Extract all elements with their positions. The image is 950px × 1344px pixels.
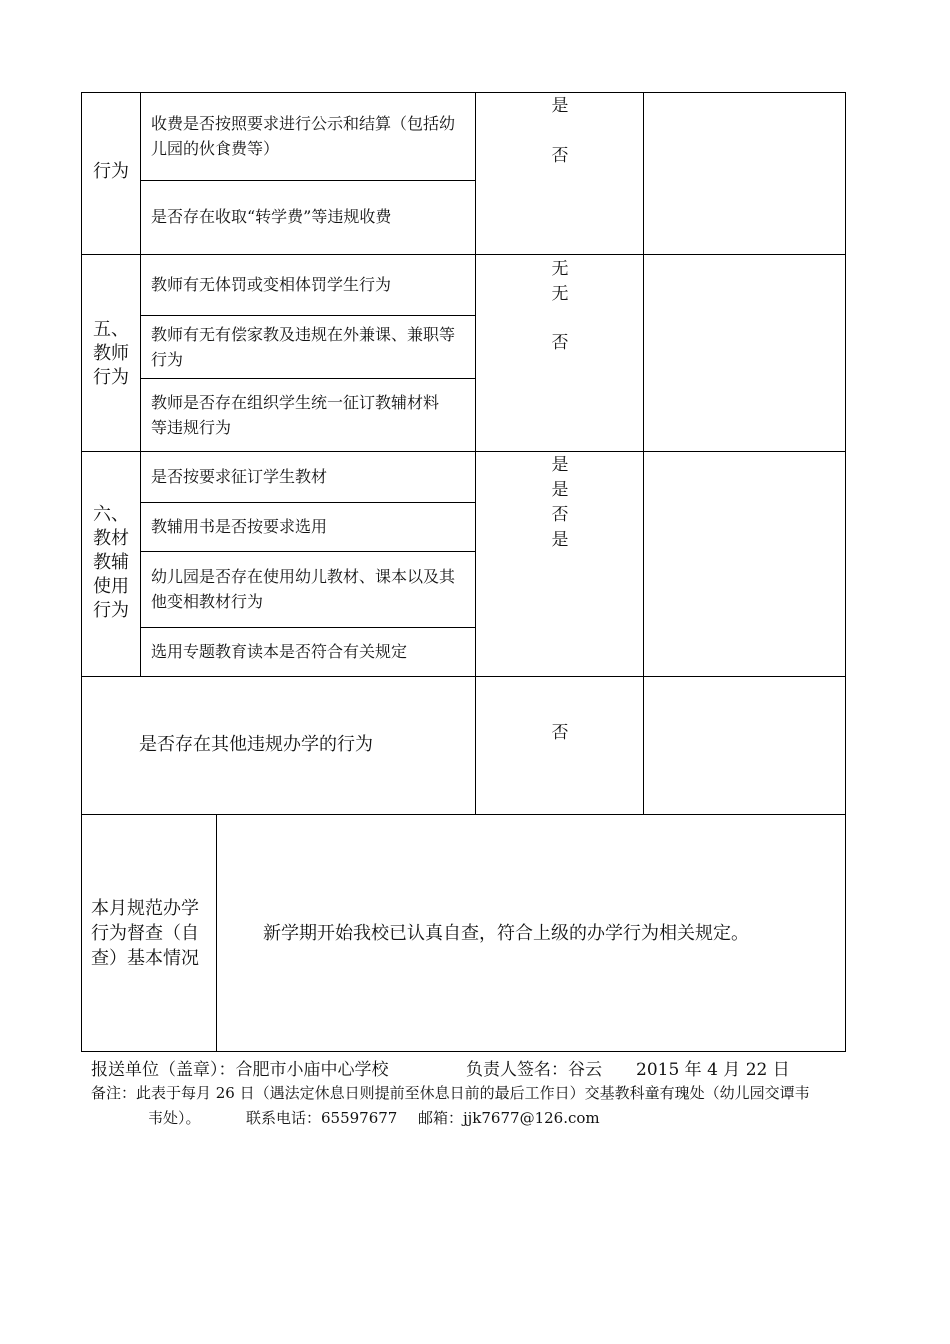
other-violations-answer: 否 <box>551 723 569 743</box>
s6-item-1: 是否按要求征订学生教材 <box>151 467 328 486</box>
section-divider <box>81 451 846 452</box>
contact-phone: 联系电话：65597677 <box>246 1109 398 1127</box>
row-divider <box>140 180 476 181</box>
report-date: 2015 年 4 月 22 日 <box>636 1060 790 1080</box>
section6-category <box>93 503 129 623</box>
summary-text: 新学期开始我校已认真自查，符合上级的办学行为相关规定。 <box>263 923 749 944</box>
table-bottom-border <box>81 1051 846 1052</box>
s5-answer-2: 无 <box>551 284 569 304</box>
s4-item-1-line1: 收费是否按照要求进行公示和结算（包括幼 <box>151 114 456 133</box>
section6-line1: 教材 <box>93 528 129 549</box>
note-line2: 韦处）。 <box>148 1109 201 1127</box>
section5-line1: 教师 <box>93 343 129 364</box>
s5-item-2-line2: 行为 <box>151 350 184 369</box>
report-unit: 报送单位（盖章）：合肥市小庙中心学校 <box>91 1060 389 1080</box>
summary-divider <box>216 814 217 1052</box>
s4-item-2: 是否存在收取“转学费”等违规收费 <box>151 207 392 226</box>
s5-item-3-line2: 等违规行为 <box>151 418 232 437</box>
s5-answer-1: 无 <box>551 259 569 279</box>
row-divider <box>140 551 476 552</box>
row-divider <box>140 378 476 379</box>
s6-item-4: 选用专题教育读本是否符合有关规定 <box>151 642 408 661</box>
s5-item-3-line1: 教师是否存在组织学生统一征订教辅材料 <box>151 393 440 412</box>
section-divider <box>81 814 846 815</box>
s6-item-3-line2: 他变相教材行为 <box>151 592 264 611</box>
section6-number: 六、 <box>93 504 129 525</box>
s4-answer-2: 否 <box>551 146 569 166</box>
s6-answer-1: 是 <box>551 455 569 475</box>
s6-answer-3: 否 <box>551 505 569 525</box>
row-divider <box>140 502 476 503</box>
s4-item-1-line2: 儿园的伙食费等） <box>151 139 280 158</box>
s5-item-1: 教师有无体罚或变相体罚学生行为 <box>151 275 392 294</box>
s4-answer-1: 是 <box>551 96 569 116</box>
answer-remark-divider <box>643 92 644 814</box>
s6-item-2: 教辅用书是否按要求选用 <box>151 517 328 536</box>
section6-line2: 教辅 <box>93 552 129 573</box>
s5-item-2-line1: 教师有无有偿家教及违规在外兼课、兼职等 <box>151 325 456 344</box>
table-top-border <box>81 92 846 93</box>
summary-label: 本月规范办学 行为督查（自 查）基本情况 <box>91 898 199 969</box>
section6-line4: 行为 <box>93 600 129 621</box>
s6-answer-4: 是 <box>551 530 569 550</box>
section6-line3: 使用 <box>93 576 129 597</box>
table-right-border <box>845 92 846 1052</box>
other-violations-question: 是否存在其他违规办学的行为 <box>139 734 373 755</box>
row-divider <box>140 315 476 316</box>
contact-email: 邮箱：jjk7677@126.com <box>418 1109 600 1127</box>
section5-line2: 行为 <box>93 367 129 388</box>
section-divider <box>81 254 846 255</box>
item-answer-divider <box>475 92 476 814</box>
section-divider <box>81 676 846 677</box>
section5-number: 五、 <box>93 319 129 340</box>
row-divider <box>140 627 476 628</box>
note-line1: 备注：此表于每月 26 日（遇法定休息日则提前至休息日前的最后工作日）交基教科童有瑰处（幼儿园交谭韦 <box>91 1084 810 1102</box>
section5-category <box>93 318 129 390</box>
s5-answer-3: 否 <box>551 333 569 353</box>
s6-item-3-line1: 幼儿园是否存在使用幼儿教材、课本以及其 <box>151 567 456 586</box>
s6-answer-2: 是 <box>551 480 569 500</box>
signer: 负责人签名：谷云 <box>466 1060 602 1080</box>
table-left-border <box>81 92 82 1052</box>
section4-category: 行为 <box>93 161 129 182</box>
